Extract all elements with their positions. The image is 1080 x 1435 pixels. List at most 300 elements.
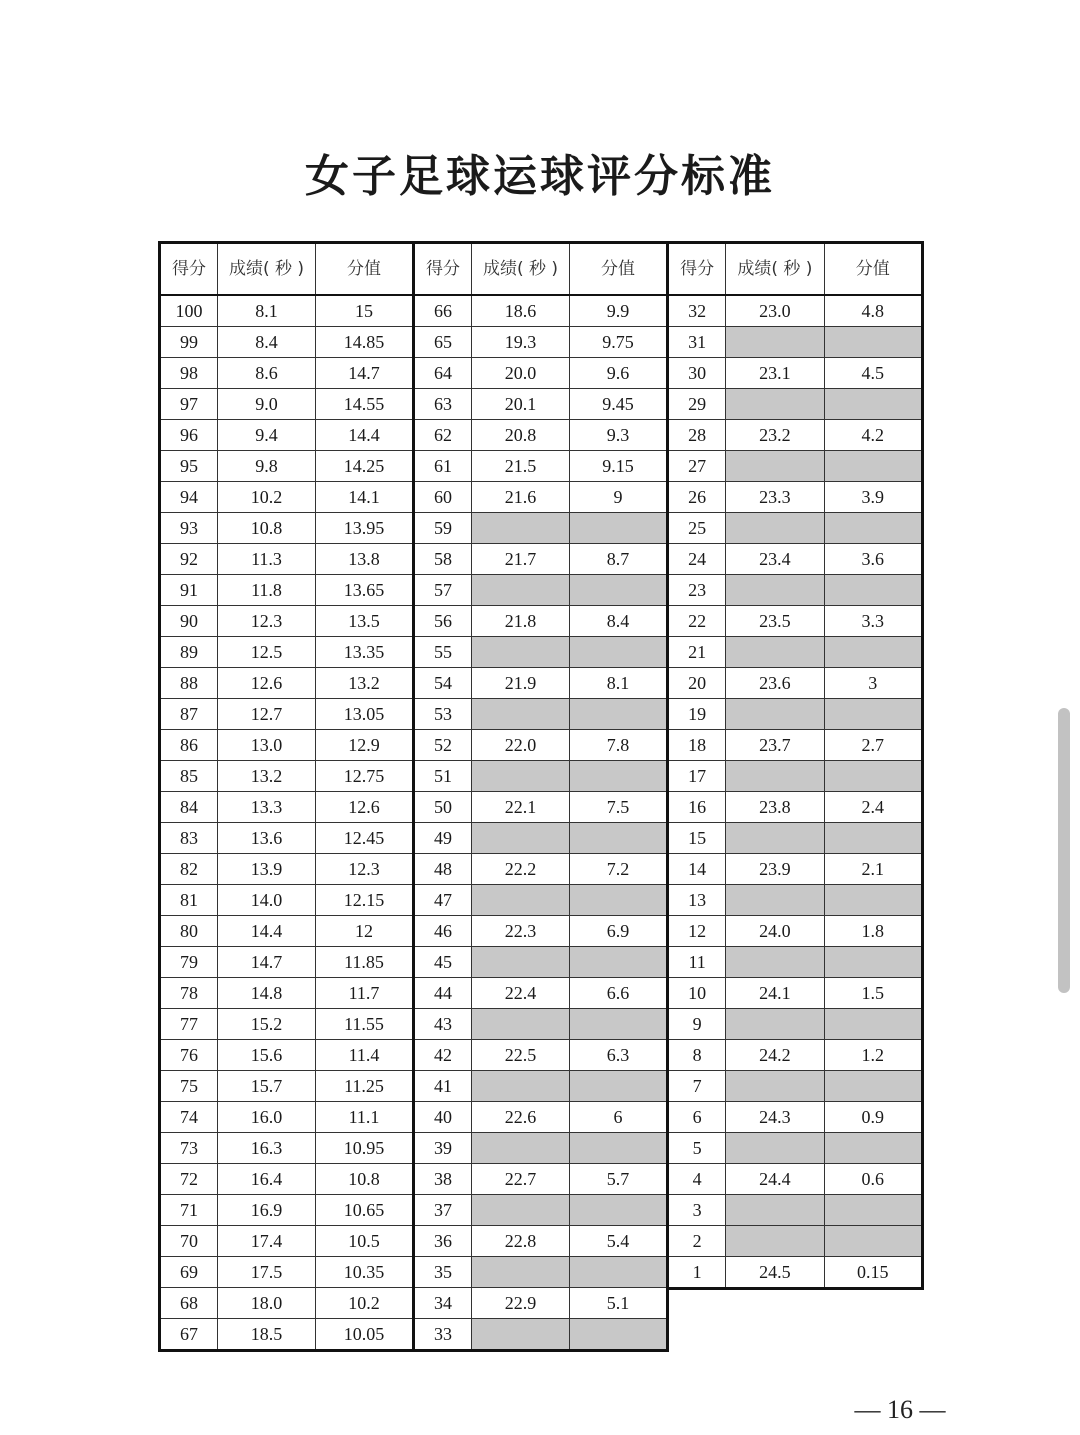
cell-value: 0.6 xyxy=(824,1164,922,1195)
cell-value: 3.3 xyxy=(824,606,922,637)
cell-score: 88 xyxy=(160,668,218,699)
table-row xyxy=(414,513,668,544)
cell-time: 18.5 xyxy=(218,1319,316,1351)
cell-value: 11.85 xyxy=(316,947,414,978)
cell-time: 17.4 xyxy=(218,1226,316,1257)
cell-time xyxy=(472,1009,570,1040)
header-time: 成绩( 秒 ) xyxy=(218,243,316,296)
cell-value: 10.35 xyxy=(316,1257,414,1288)
cell-value: 2.7 xyxy=(824,730,922,761)
cell-value xyxy=(570,637,668,668)
cell-value: 14.85 xyxy=(316,327,414,358)
cell-score: 46 xyxy=(414,916,472,947)
table-row xyxy=(160,1102,414,1133)
table-row xyxy=(414,451,668,482)
cell-time xyxy=(472,1319,570,1351)
cell-time: 24.4 xyxy=(726,1164,824,1195)
cell-score: 5 xyxy=(668,1133,726,1164)
table-row xyxy=(160,358,414,389)
table-row xyxy=(414,1009,668,1040)
table-row xyxy=(414,699,668,730)
cell-time xyxy=(472,575,570,606)
cell-score: 82 xyxy=(160,854,218,885)
table-row xyxy=(668,823,923,854)
table-row xyxy=(668,482,923,513)
cell-score: 27 xyxy=(668,451,726,482)
cell-value xyxy=(570,885,668,916)
cell-score: 52 xyxy=(414,730,472,761)
cell-score: 47 xyxy=(414,885,472,916)
cell-time xyxy=(726,947,824,978)
cell-score: 21 xyxy=(668,637,726,668)
cell-value: 4.5 xyxy=(824,358,922,389)
cell-time xyxy=(472,761,570,792)
cell-value xyxy=(824,637,922,668)
cell-score: 80 xyxy=(160,916,218,947)
cell-value: 10.8 xyxy=(316,1164,414,1195)
table-row xyxy=(668,885,923,916)
cell-score: 79 xyxy=(160,947,218,978)
cell-value: 12.6 xyxy=(316,792,414,823)
cell-value: 3.9 xyxy=(824,482,922,513)
cell-value: 12 xyxy=(316,916,414,947)
table-row xyxy=(160,699,414,730)
cell-time: 8.6 xyxy=(218,358,316,389)
cell-value: 6.3 xyxy=(570,1040,668,1071)
table-header-row xyxy=(414,243,668,296)
cell-value: 10.95 xyxy=(316,1133,414,1164)
cell-value xyxy=(824,1071,922,1102)
cell-time: 23.3 xyxy=(726,482,824,513)
table-row xyxy=(668,978,923,1009)
cell-time xyxy=(726,1195,824,1226)
cell-time: 15.7 xyxy=(218,1071,316,1102)
cell-time: 16.0 xyxy=(218,1102,316,1133)
table-row xyxy=(414,544,668,575)
cell-value xyxy=(824,389,922,420)
cell-time: 8.4 xyxy=(218,327,316,358)
cell-time: 21.9 xyxy=(472,668,570,699)
cell-time xyxy=(726,823,824,854)
cell-time: 16.9 xyxy=(218,1195,316,1226)
cell-score: 51 xyxy=(414,761,472,792)
table-row xyxy=(414,978,668,1009)
cell-value: 6.9 xyxy=(570,916,668,947)
header-value: 分值 xyxy=(570,243,668,296)
cell-score: 73 xyxy=(160,1133,218,1164)
cell-time xyxy=(726,761,824,792)
cell-time xyxy=(472,947,570,978)
cell-value: 4.8 xyxy=(824,295,922,327)
table-row xyxy=(414,1164,668,1195)
cell-score: 18 xyxy=(668,730,726,761)
table-row xyxy=(668,544,923,575)
cell-score: 44 xyxy=(414,978,472,1009)
cell-time: 12.7 xyxy=(218,699,316,730)
cell-time xyxy=(726,1009,824,1040)
cell-score: 54 xyxy=(414,668,472,699)
cell-score: 33 xyxy=(414,1319,472,1351)
cell-value: 1.2 xyxy=(824,1040,922,1071)
table-row xyxy=(414,1071,668,1102)
cell-value xyxy=(824,699,922,730)
table-row xyxy=(414,482,668,513)
table-row xyxy=(414,295,668,327)
cell-time xyxy=(472,513,570,544)
cell-value xyxy=(570,699,668,730)
cell-value: 9.9 xyxy=(570,295,668,327)
table-row xyxy=(160,1164,414,1195)
cell-value: 10.5 xyxy=(316,1226,414,1257)
table-row xyxy=(160,1195,414,1226)
cell-time xyxy=(726,637,824,668)
table-row xyxy=(668,1102,923,1133)
cell-time: 23.4 xyxy=(726,544,824,575)
table-row xyxy=(668,606,923,637)
cell-time: 22.8 xyxy=(472,1226,570,1257)
cell-value: 7.2 xyxy=(570,854,668,885)
cell-value: 13.65 xyxy=(316,575,414,606)
table-row xyxy=(160,389,414,420)
cell-value: 14.55 xyxy=(316,389,414,420)
cell-time: 22.9 xyxy=(472,1288,570,1319)
cell-time xyxy=(726,1226,824,1257)
table-row xyxy=(160,575,414,606)
cell-score: 4 xyxy=(668,1164,726,1195)
table-row xyxy=(668,1133,923,1164)
cell-score: 91 xyxy=(160,575,218,606)
cell-time xyxy=(472,699,570,730)
cell-time: 22.3 xyxy=(472,916,570,947)
cell-score: 38 xyxy=(414,1164,472,1195)
cell-value: 5.4 xyxy=(570,1226,668,1257)
cell-time: 16.3 xyxy=(218,1133,316,1164)
cell-time: 21.7 xyxy=(472,544,570,575)
cell-score: 53 xyxy=(414,699,472,730)
cell-time xyxy=(726,575,824,606)
cell-score: 43 xyxy=(414,1009,472,1040)
cell-value: 9.75 xyxy=(570,327,668,358)
table-row xyxy=(414,1319,668,1351)
cell-time: 15.6 xyxy=(218,1040,316,1071)
cell-score: 68 xyxy=(160,1288,218,1319)
header-score: 得分 xyxy=(414,243,472,296)
cell-value: 11.1 xyxy=(316,1102,414,1133)
cell-score: 71 xyxy=(160,1195,218,1226)
table-row xyxy=(668,420,923,451)
cell-time: 23.0 xyxy=(726,295,824,327)
cell-value: 11.55 xyxy=(316,1009,414,1040)
cell-score: 65 xyxy=(414,327,472,358)
table-row xyxy=(160,544,414,575)
cell-score: 28 xyxy=(668,420,726,451)
cell-value: 13.05 xyxy=(316,699,414,730)
table-row xyxy=(160,482,414,513)
cell-value: 7.5 xyxy=(570,792,668,823)
table-row xyxy=(160,854,414,885)
cell-value: 14.1 xyxy=(316,482,414,513)
table-row xyxy=(668,1040,923,1071)
table-row xyxy=(414,637,668,668)
cell-score: 78 xyxy=(160,978,218,1009)
cell-score: 2 xyxy=(668,1226,726,1257)
table-row xyxy=(668,513,923,544)
scrollbar-thumb[interactable] xyxy=(1058,708,1070,993)
cell-score: 9 xyxy=(668,1009,726,1040)
cell-score: 30 xyxy=(668,358,726,389)
cell-value xyxy=(824,761,922,792)
cell-time: 10.8 xyxy=(218,513,316,544)
cell-time: 22.6 xyxy=(472,1102,570,1133)
table-row xyxy=(160,792,414,823)
cell-score: 7 xyxy=(668,1071,726,1102)
cell-time: 15.2 xyxy=(218,1009,316,1040)
cell-score: 13 xyxy=(668,885,726,916)
cell-time: 23.8 xyxy=(726,792,824,823)
table-row xyxy=(668,295,923,327)
cell-time: 13.0 xyxy=(218,730,316,761)
cell-score: 96 xyxy=(160,420,218,451)
cell-score: 11 xyxy=(668,947,726,978)
cell-time xyxy=(472,1133,570,1164)
cell-value xyxy=(570,947,668,978)
cell-score: 12 xyxy=(668,916,726,947)
cell-score: 74 xyxy=(160,1102,218,1133)
cell-time: 17.5 xyxy=(218,1257,316,1288)
header-score: 得分 xyxy=(160,243,218,296)
cell-time: 24.5 xyxy=(726,1257,824,1289)
cell-value: 9.3 xyxy=(570,420,668,451)
table-row xyxy=(668,668,923,699)
table-row xyxy=(668,730,923,761)
cell-score: 57 xyxy=(414,575,472,606)
table-row xyxy=(414,327,668,358)
cell-time: 14.7 xyxy=(218,947,316,978)
cell-time: 23.6 xyxy=(726,668,824,699)
table-row xyxy=(668,637,923,668)
cell-score: 20 xyxy=(668,668,726,699)
cell-score: 39 xyxy=(414,1133,472,1164)
table-row xyxy=(160,668,414,699)
cell-value: 1.5 xyxy=(824,978,922,1009)
cell-score: 1 xyxy=(668,1257,726,1289)
table-row xyxy=(160,1257,414,1288)
table-row xyxy=(414,823,668,854)
cell-score: 42 xyxy=(414,1040,472,1071)
header-value: 分值 xyxy=(316,243,414,296)
cell-time: 13.6 xyxy=(218,823,316,854)
table-row xyxy=(414,1040,668,1071)
table-row xyxy=(160,761,414,792)
cell-time xyxy=(472,1071,570,1102)
cell-time: 11.3 xyxy=(218,544,316,575)
table-row xyxy=(160,327,414,358)
cell-time: 23.7 xyxy=(726,730,824,761)
table-row xyxy=(160,1040,414,1071)
cell-value: 0.9 xyxy=(824,1102,922,1133)
table-row xyxy=(414,1226,668,1257)
cell-value: 7.8 xyxy=(570,730,668,761)
cell-time xyxy=(726,389,824,420)
table-row xyxy=(668,1195,923,1226)
cell-score: 89 xyxy=(160,637,218,668)
cell-time xyxy=(726,1133,824,1164)
cell-value: 14.4 xyxy=(316,420,414,451)
table-row xyxy=(160,978,414,1009)
cell-score: 66 xyxy=(414,295,472,327)
cell-score: 67 xyxy=(160,1319,218,1351)
table-row xyxy=(160,823,414,854)
table-row xyxy=(160,295,414,327)
cell-score: 6 xyxy=(668,1102,726,1133)
table-row xyxy=(160,420,414,451)
cell-value xyxy=(570,761,668,792)
table-row xyxy=(160,606,414,637)
cell-value: 0.15 xyxy=(824,1257,922,1289)
cell-score: 59 xyxy=(414,513,472,544)
cell-value xyxy=(824,513,922,544)
cell-time: 9.8 xyxy=(218,451,316,482)
cell-value: 10.05 xyxy=(316,1319,414,1351)
page-number: — 16 — xyxy=(854,1395,946,1424)
score-table-3 xyxy=(666,241,924,1290)
cell-score: 83 xyxy=(160,823,218,854)
cell-score: 31 xyxy=(668,327,726,358)
table-row xyxy=(668,699,923,730)
cell-score: 23 xyxy=(668,575,726,606)
cell-time: 21.5 xyxy=(472,451,570,482)
table-row xyxy=(160,916,414,947)
cell-value: 11.4 xyxy=(316,1040,414,1071)
table-row xyxy=(414,1133,668,1164)
cell-time: 23.9 xyxy=(726,854,824,885)
table-row xyxy=(414,606,668,637)
cell-time xyxy=(472,823,570,854)
cell-time: 24.0 xyxy=(726,916,824,947)
cell-time xyxy=(472,885,570,916)
table-row xyxy=(160,1071,414,1102)
table-row xyxy=(668,761,923,792)
cell-time: 13.9 xyxy=(218,854,316,885)
cell-score: 34 xyxy=(414,1288,472,1319)
table-row xyxy=(160,1133,414,1164)
cell-value: 12.15 xyxy=(316,885,414,916)
cell-time: 23.2 xyxy=(726,420,824,451)
cell-time: 22.1 xyxy=(472,792,570,823)
cell-time: 21.6 xyxy=(472,482,570,513)
cell-value: 12.3 xyxy=(316,854,414,885)
cell-value xyxy=(570,1319,668,1351)
cell-time xyxy=(726,513,824,544)
cell-score: 36 xyxy=(414,1226,472,1257)
header-score: 得分 xyxy=(668,243,726,296)
score-table-1 xyxy=(158,241,415,1352)
cell-value: 6.6 xyxy=(570,978,668,1009)
cell-value: 15 xyxy=(316,295,414,327)
cell-value xyxy=(570,575,668,606)
cell-score: 22 xyxy=(668,606,726,637)
cell-time: 14.0 xyxy=(218,885,316,916)
table-row xyxy=(160,730,414,761)
cell-value: 2.4 xyxy=(824,792,922,823)
table-row xyxy=(414,916,668,947)
cell-score: 86 xyxy=(160,730,218,761)
cell-time: 18.0 xyxy=(218,1288,316,1319)
cell-value: 9.6 xyxy=(570,358,668,389)
cell-time xyxy=(472,1195,570,1226)
table-row xyxy=(414,575,668,606)
cell-time xyxy=(726,699,824,730)
cell-value: 10.65 xyxy=(316,1195,414,1226)
cell-time: 13.2 xyxy=(218,761,316,792)
cell-time: 21.8 xyxy=(472,606,570,637)
cell-value xyxy=(824,1133,922,1164)
cell-score: 72 xyxy=(160,1164,218,1195)
cell-time: 20.1 xyxy=(472,389,570,420)
table-header-row xyxy=(160,243,414,296)
cell-value xyxy=(570,1009,668,1040)
cell-time xyxy=(726,327,824,358)
cell-time: 13.3 xyxy=(218,792,316,823)
table-row xyxy=(668,389,923,420)
table-row xyxy=(414,389,668,420)
table-row xyxy=(160,1288,414,1319)
cell-score: 32 xyxy=(668,295,726,327)
cell-time xyxy=(472,637,570,668)
cell-time: 14.8 xyxy=(218,978,316,1009)
cell-score: 84 xyxy=(160,792,218,823)
table-row xyxy=(414,885,668,916)
cell-value: 3.6 xyxy=(824,544,922,575)
table-row xyxy=(414,730,668,761)
table-row xyxy=(160,637,414,668)
cell-value xyxy=(824,885,922,916)
table-row xyxy=(668,854,923,885)
table-row xyxy=(668,1071,923,1102)
cell-score: 76 xyxy=(160,1040,218,1071)
table-row xyxy=(668,947,923,978)
table-row xyxy=(668,916,923,947)
table-row xyxy=(668,1257,923,1289)
cell-score: 62 xyxy=(414,420,472,451)
cell-value: 13.5 xyxy=(316,606,414,637)
cell-score: 49 xyxy=(414,823,472,854)
header-time: 成绩( 秒 ) xyxy=(472,243,570,296)
table-row xyxy=(668,575,923,606)
table-row xyxy=(414,1288,668,1319)
cell-score: 15 xyxy=(668,823,726,854)
cell-score: 95 xyxy=(160,451,218,482)
table-row xyxy=(414,668,668,699)
cell-value: 13.35 xyxy=(316,637,414,668)
table-row xyxy=(668,792,923,823)
cell-value: 11.7 xyxy=(316,978,414,1009)
cell-value xyxy=(570,1133,668,1164)
cell-score: 37 xyxy=(414,1195,472,1226)
cell-value xyxy=(824,823,922,854)
cell-score: 87 xyxy=(160,699,218,730)
cell-time xyxy=(726,451,824,482)
cell-score: 24 xyxy=(668,544,726,575)
cell-value: 10.2 xyxy=(316,1288,414,1319)
cell-score: 75 xyxy=(160,1071,218,1102)
cell-time xyxy=(726,1071,824,1102)
cell-time: 22.2 xyxy=(472,854,570,885)
cell-time: 11.8 xyxy=(218,575,316,606)
cell-score: 41 xyxy=(414,1071,472,1102)
cell-score: 69 xyxy=(160,1257,218,1288)
table-row xyxy=(414,1257,668,1288)
